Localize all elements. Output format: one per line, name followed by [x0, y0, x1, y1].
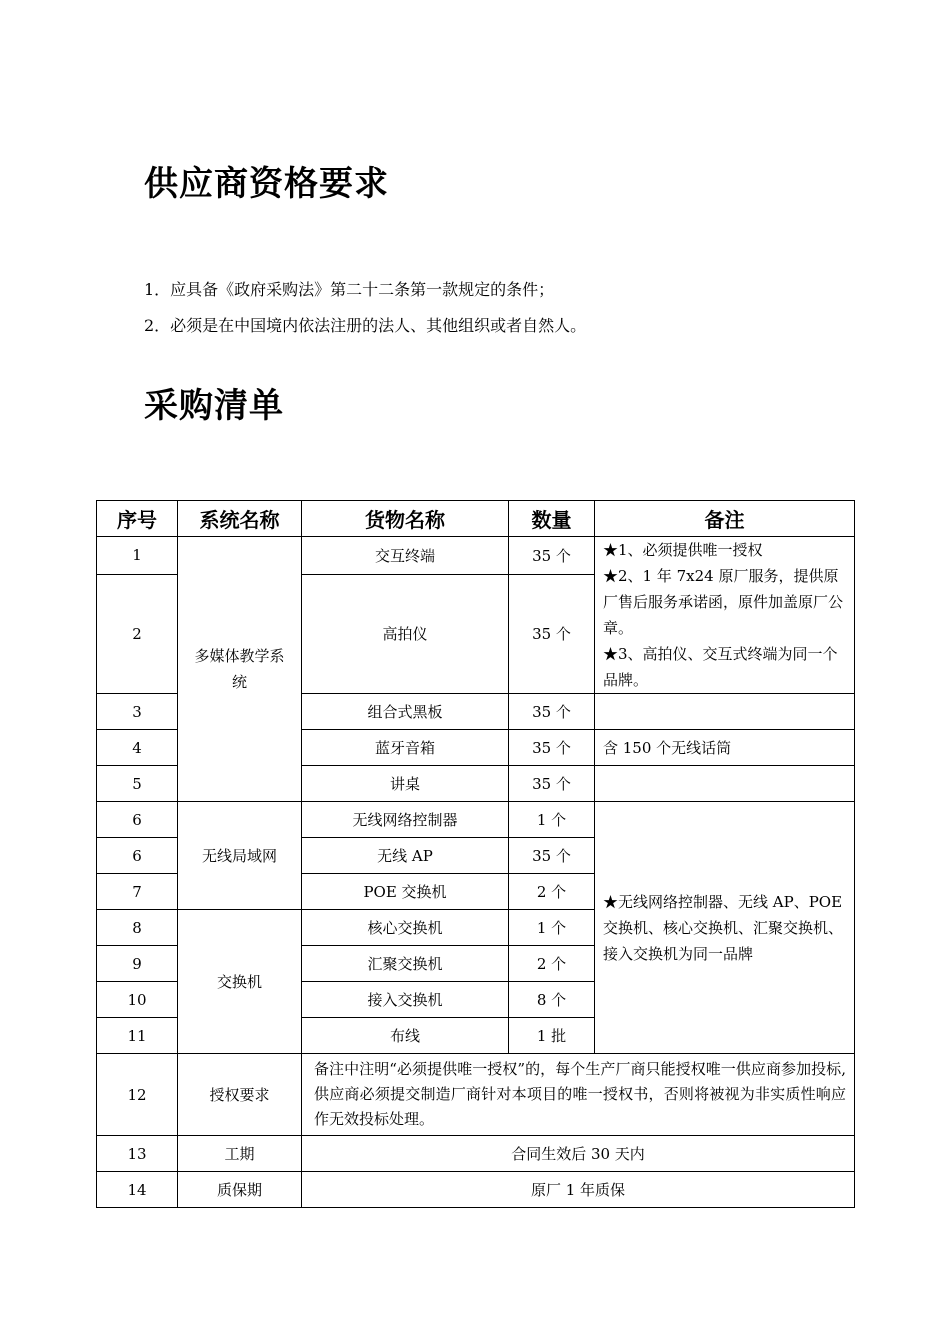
cell-qty: 2 个 [509, 874, 595, 910]
cell-qty: 35 个 [509, 730, 595, 766]
section-title-purchase-list: 采购清单 [144, 386, 284, 426]
cell-item: 蓝牙音箱 [302, 730, 509, 766]
cell-item: 组合式黑板 [302, 694, 509, 730]
table-row-warranty [97, 1172, 855, 1208]
cell-system-multimedia: 多媒体教学系统 [178, 537, 302, 802]
cell-item: 讲桌 [302, 766, 509, 802]
cell-item: 接入交换机 [302, 982, 509, 1018]
note-line: ★2、1 年 7x24 原厂服务，提供原厂售后服务承诺函，原件加盖原厂公章。 [603, 567, 844, 637]
cell-no: 11 [97, 1018, 178, 1054]
cell-no: 13 [97, 1136, 178, 1172]
table-row-period [97, 1136, 855, 1172]
cell-qty: 35 个 [509, 574, 595, 693]
header-item: 货物名称 [302, 501, 509, 537]
cell-item: 布线 [302, 1018, 509, 1054]
note-line: ★3、高拍仪、交互式终端为同一个品牌。 [603, 645, 838, 689]
cell-no: 8 [97, 910, 178, 946]
cell-no: 1 [97, 537, 178, 575]
note-line: ★1、必须提供唯一授权 [603, 541, 763, 559]
cell-qty: 2 个 [509, 946, 595, 982]
cell-qty: 1 个 [509, 910, 595, 946]
cell-no: 14 [97, 1172, 178, 1208]
cell-notes-multimedia [595, 537, 855, 694]
cell-system-period: 工期 [178, 1136, 302, 1172]
table-row [97, 802, 855, 838]
cell-item: 交互终端 [302, 537, 509, 575]
cell-qty: 35 个 [509, 694, 595, 730]
cell-no: 6 [97, 802, 178, 838]
cell-warranty-text: 原厂 1 年质保 [302, 1172, 855, 1208]
cell-qty: 35 个 [509, 766, 595, 802]
cell-item: 无线 AP [302, 838, 509, 874]
table-row [97, 537, 855, 575]
cell-no: 6 [97, 838, 178, 874]
cell-no: 4 [97, 730, 178, 766]
cell-notes-speaker: 含 150 个无线话筒 [595, 730, 855, 766]
cell-system-switch: 交换机 [178, 910, 302, 1054]
requirement-item-1: 1．应具备《政府采购法》第二十二条第一款规定的条件； [144, 280, 555, 299]
requirement-item-2: 2．必须是在中国境内依法注册的法人、其他组织或者自然人。 [144, 316, 587, 335]
cell-notes-empty [595, 766, 855, 802]
cell-system-auth: 授权要求 [178, 1054, 302, 1136]
cell-item: 无线网络控制器 [302, 802, 509, 838]
purchase-table [96, 500, 855, 1208]
cell-system-warranty: 质保期 [178, 1172, 302, 1208]
cell-no: 7 [97, 874, 178, 910]
cell-no: 12 [97, 1054, 178, 1136]
cell-no: 3 [97, 694, 178, 730]
header-qty: 数量 [509, 501, 595, 537]
cell-qty: 8 个 [509, 982, 595, 1018]
header-no: 序号 [97, 501, 178, 537]
cell-no: 10 [97, 982, 178, 1018]
cell-system-wlan: 无线局域网 [178, 802, 302, 910]
table-row-auth [97, 1054, 855, 1136]
header-system: 系统名称 [178, 501, 302, 537]
cell-item: POE 交换机 [302, 874, 509, 910]
cell-no: 2 [97, 574, 178, 693]
cell-qty: 35 个 [509, 838, 595, 874]
header-notes: 备注 [595, 501, 855, 537]
cell-notes-empty [595, 694, 855, 730]
cell-qty: 35 个 [509, 537, 595, 575]
cell-auth-text: 备注中注明“必须提供唯一授权”的，每个生产厂商只能授权唯一供应商参加投标,供应商必须提交制造厂商针对本项目的唯一授权书，否则将被视为非实质性响应作无效投标处理。 [302, 1054, 855, 1136]
cell-item: 高拍仪 [302, 574, 509, 693]
cell-period-text: 合同生效后 30 天内 [302, 1136, 855, 1172]
cell-no: 9 [97, 946, 178, 982]
table-header-row [97, 501, 855, 537]
cell-no: 5 [97, 766, 178, 802]
cell-item: 核心交换机 [302, 910, 509, 946]
cell-notes-network: ★无线网络控制器、无线 AP、POE 交换机、核心交换机、汇聚交换机、接入交换机为同一品牌 [595, 802, 855, 1054]
section-title-qualification: 供应商资格要求 [144, 164, 389, 204]
cell-item: 汇聚交换机 [302, 946, 509, 982]
cell-qty: 1 批 [509, 1018, 595, 1054]
cell-qty: 1 个 [509, 802, 595, 838]
